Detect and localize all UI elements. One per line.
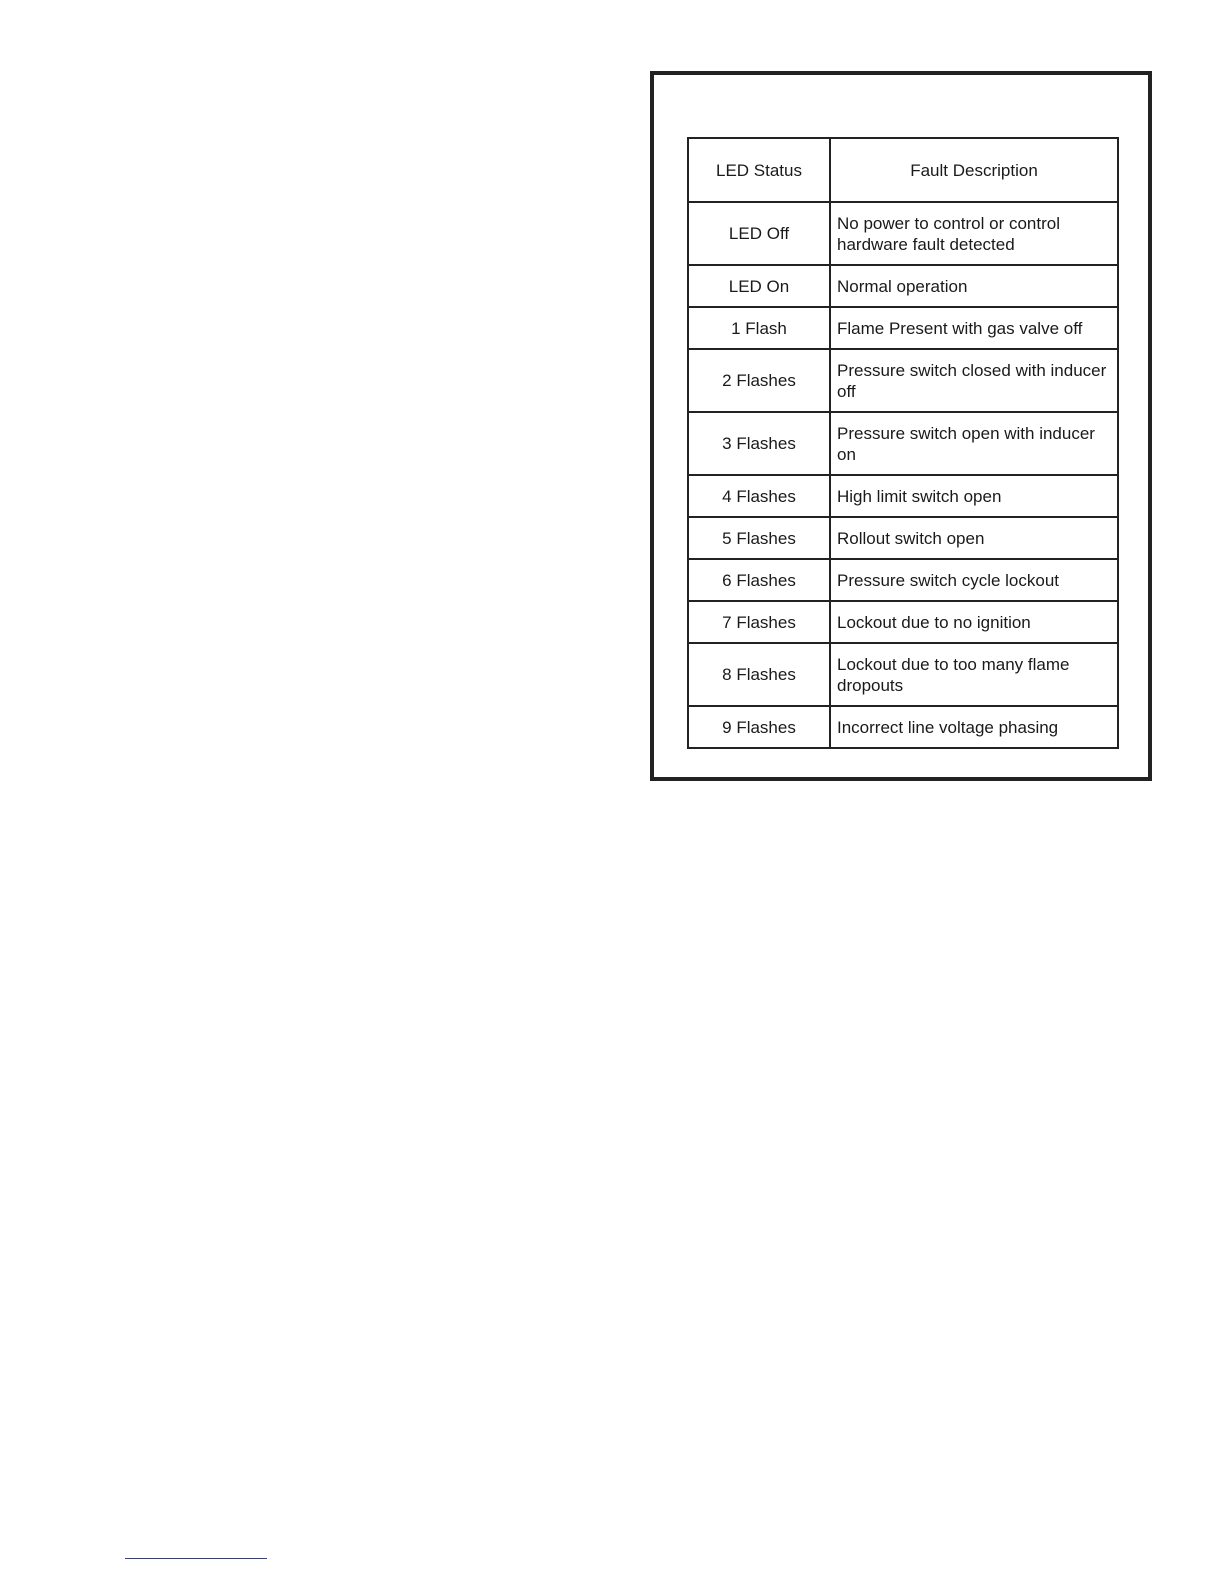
led-status-cell: 5 Flashes [688, 517, 830, 559]
table-row [688, 412, 1118, 475]
table-row [688, 601, 1118, 643]
fault-description-cell: Lockout due to too many flame dropouts [830, 643, 1118, 706]
led-fault-table [687, 137, 1119, 749]
led-status-cell: 8 Flashes [688, 643, 830, 706]
fault-description-cell: High limit switch open [830, 475, 1118, 517]
header-led-status: LED Status [688, 138, 830, 202]
table-row [688, 307, 1118, 349]
table-row [688, 202, 1118, 265]
table-row [688, 517, 1118, 559]
table-row [688, 265, 1118, 307]
table-row [688, 559, 1118, 601]
fault-description-cell: Flame Present with gas valve off [830, 307, 1118, 349]
led-status-cell: 9 Flashes [688, 706, 830, 748]
led-status-cell: 4 Flashes [688, 475, 830, 517]
fault-description-cell: Normal operation [830, 265, 1118, 307]
led-status-cell: 2 Flashes [688, 349, 830, 412]
led-status-cell: 1 Flash [688, 307, 830, 349]
table-body [688, 202, 1118, 748]
fault-description-cell: Pressure switch closed with inducer off [830, 349, 1118, 412]
fault-description-cell: Rollout switch open [830, 517, 1118, 559]
header-fault-description: Fault Description [830, 138, 1118, 202]
footnote-rule [125, 1558, 267, 1559]
table-row [688, 706, 1118, 748]
table-header-row [688, 138, 1118, 202]
fault-description-cell: Pressure switch open with inducer on [830, 412, 1118, 475]
led-status-cell: 3 Flashes [688, 412, 830, 475]
led-status-cell: 7 Flashes [688, 601, 830, 643]
led-status-cell: LED Off [688, 202, 830, 265]
fault-description-cell: Lockout due to no ignition [830, 601, 1118, 643]
fault-description-cell: No power to control or control hardware fault detected [830, 202, 1118, 265]
led-status-cell: 6 Flashes [688, 559, 830, 601]
fault-description-cell: Pressure switch cycle lockout [830, 559, 1118, 601]
led-status-cell: LED On [688, 265, 830, 307]
led-fault-table-frame [650, 71, 1152, 781]
fault-description-cell: Incorrect line voltage phasing [830, 706, 1118, 748]
table-row [688, 643, 1118, 706]
table-row [688, 475, 1118, 517]
table-row [688, 349, 1118, 412]
